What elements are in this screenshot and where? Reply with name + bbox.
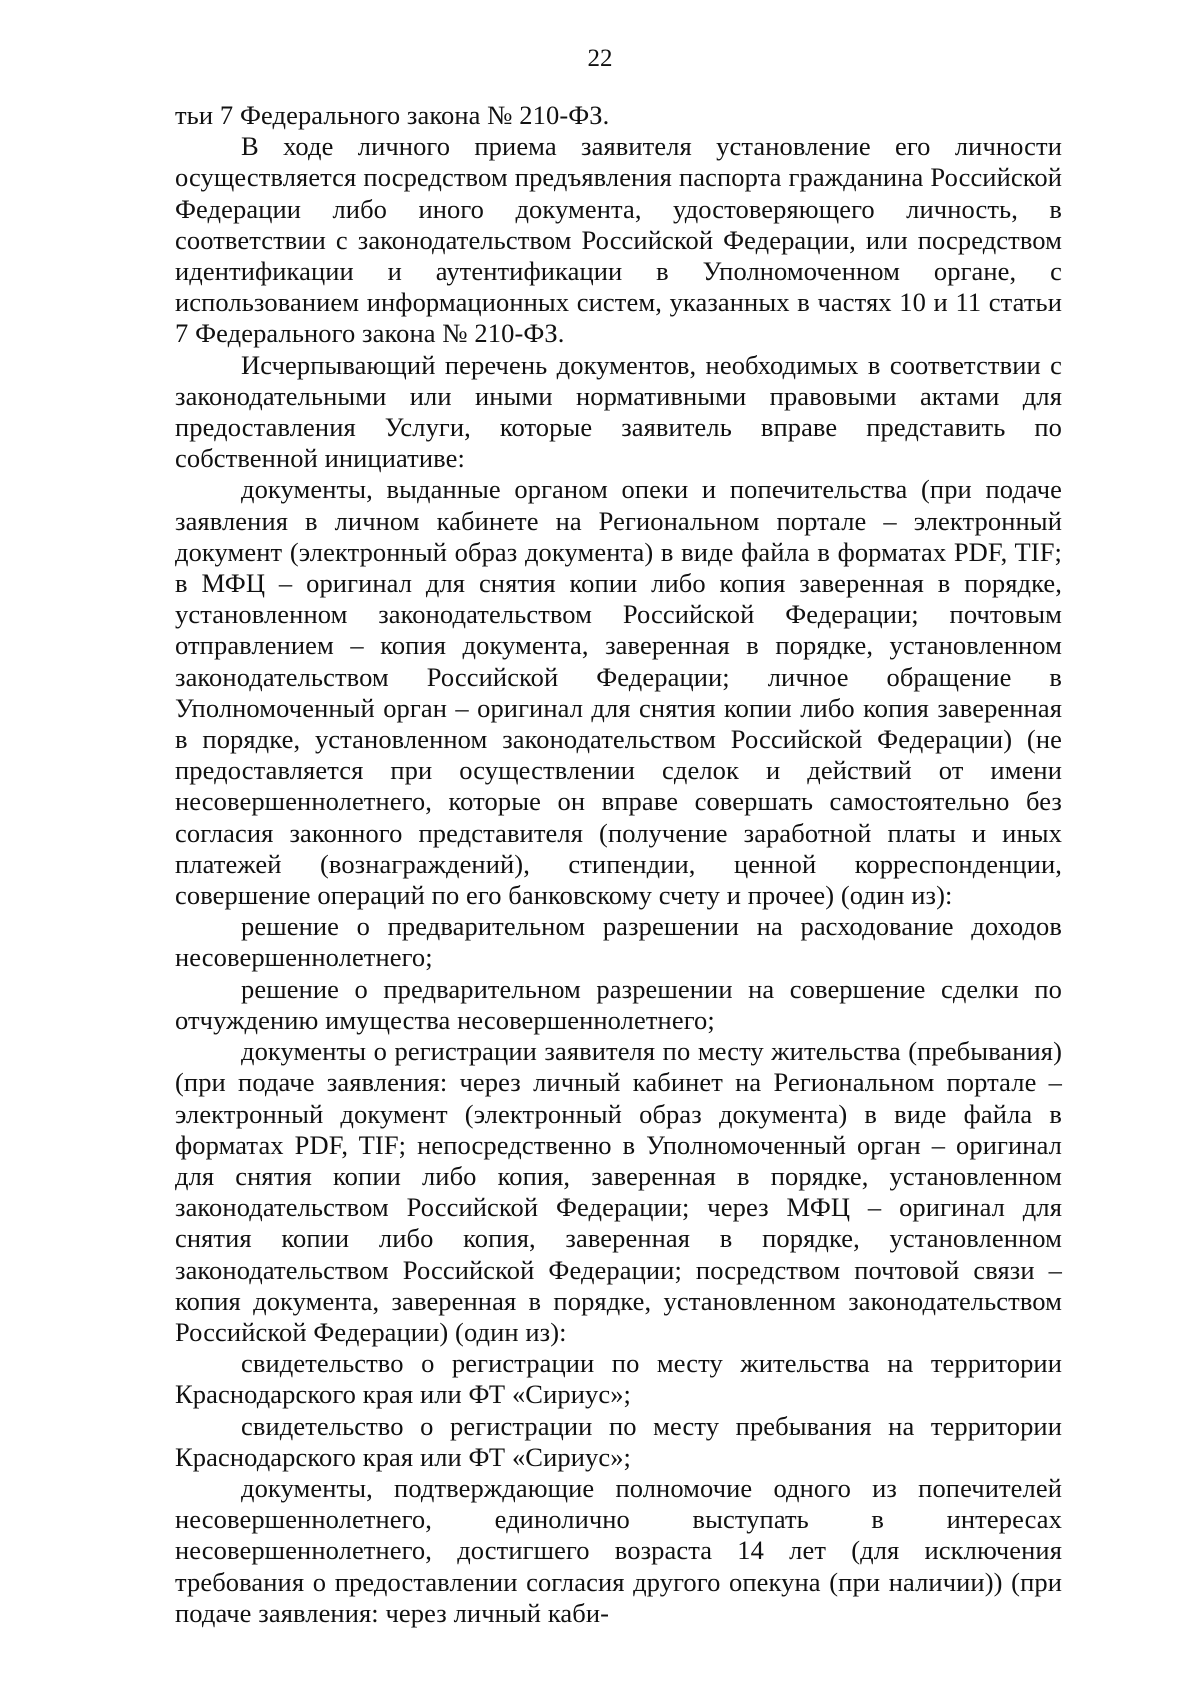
list-item-residence-registration: свидетельство о регистрации по месту жительства на территории Краснодарского края или ФТ «Сириус»; [175, 1348, 1062, 1410]
paragraph-guardian-authority-documents: документы, подтверждающие полномочие одного из попечителей несовершеннолетнего, единолично выступать в интересах несовершеннолетнего, достигшего возраста 14 лет (для исключения требования о предоставлении согласия другого опекуна (при наличии)) (при подаче заявления: через личный каби- [175, 1472, 1062, 1628]
paragraph-continuation: тьи 7 Федерального закона № 210-ФЗ. [175, 100, 610, 130]
paragraph-guardianship-documents: документы, выданные органом опеки и попечительства (при подаче заявления в личном кабинете на Региональном портале – электронный документ (электронный образ документа) в виде файла в форматах PDF, TIF; в МФЦ – оригинал для снятия копии либо копия заверенная в порядке, установленном законодательством Российской Федерации; почтовым отправлением – копия документа, заверенная в порядке, установленном законодательством Российской Федерации; личное обращение в Уполномоченный орган – оригинал для снятия копии либо копия заверенная в порядке, установленном законодательством Российской Федерации) (не предоставляется при осуществлении сделок и действий от имени несовершеннолетнего, которые он вправе совершать самостоятельно без согласия законного представителя (получение заработной платы и иных платежей (вознаграждений), стипендии, ценной корреспонденции, совершение операций по его банковскому счету и прочее) (один из): [175, 474, 1062, 911]
document-body [175, 100, 1062, 1629]
list-item-stay-registration: свидетельство о регистрации по месту пребывания на территории Краснодарского края или ФТ «Сириус»; [175, 1410, 1062, 1472]
page-number: 22 [587, 45, 613, 72]
paragraph-identity-verification: В ходе личного приема заявителя установление его личности осуществляется посредством предъявления паспорта гражданина Российской Федерации либо иного документа, удостоверяющего личность, в соответствии с законодательством Российской Федерации, или посредством идентификации и аутентификации в Уполномоченном органе, с использованием информационных систем, указанных в частях 10 и 11 статьи 7 Федерального закона № 210-ФЗ. [175, 131, 1062, 349]
list-item-property-alienation-permission: решение о предварительном разрешении на совершение сделки по отчуждению имущества несовершеннолетнего; [175, 973, 1062, 1035]
list-item-income-spending-permission: решение о предварительном разрешении на расходование доходов несовершеннолетнего; [175, 911, 1062, 973]
paragraph-document-list-intro: Исчерпывающий перечень документов, необходимых в соответствии с законодательными или иными нормативными правовыми актами для предоставления Услуги, которые заявитель вправе представить по собственной инициативе: [175, 349, 1062, 474]
paragraph-registration-documents: документы о регистрации заявителя по месту жительства (пребывания) (при подаче заявления: через личный кабинет на Региональном портале – электронный документ (электронный образ документа) в виде файла в форматах PDF, TIF; непосредственно в Уполномоченный орган – оригинал для снятия копии либо копия, заверенная в порядке, установленном законодательством Российской Федерации; через МФЦ – оригинал для снятия копии либо копия, заверенная в порядке, установленном законодательством Российской Федерации; посредством почтовой связи – копия документа, заверенная в порядке, установленном законодательством Российской Федерации) (один из): [175, 1036, 1062, 1347]
